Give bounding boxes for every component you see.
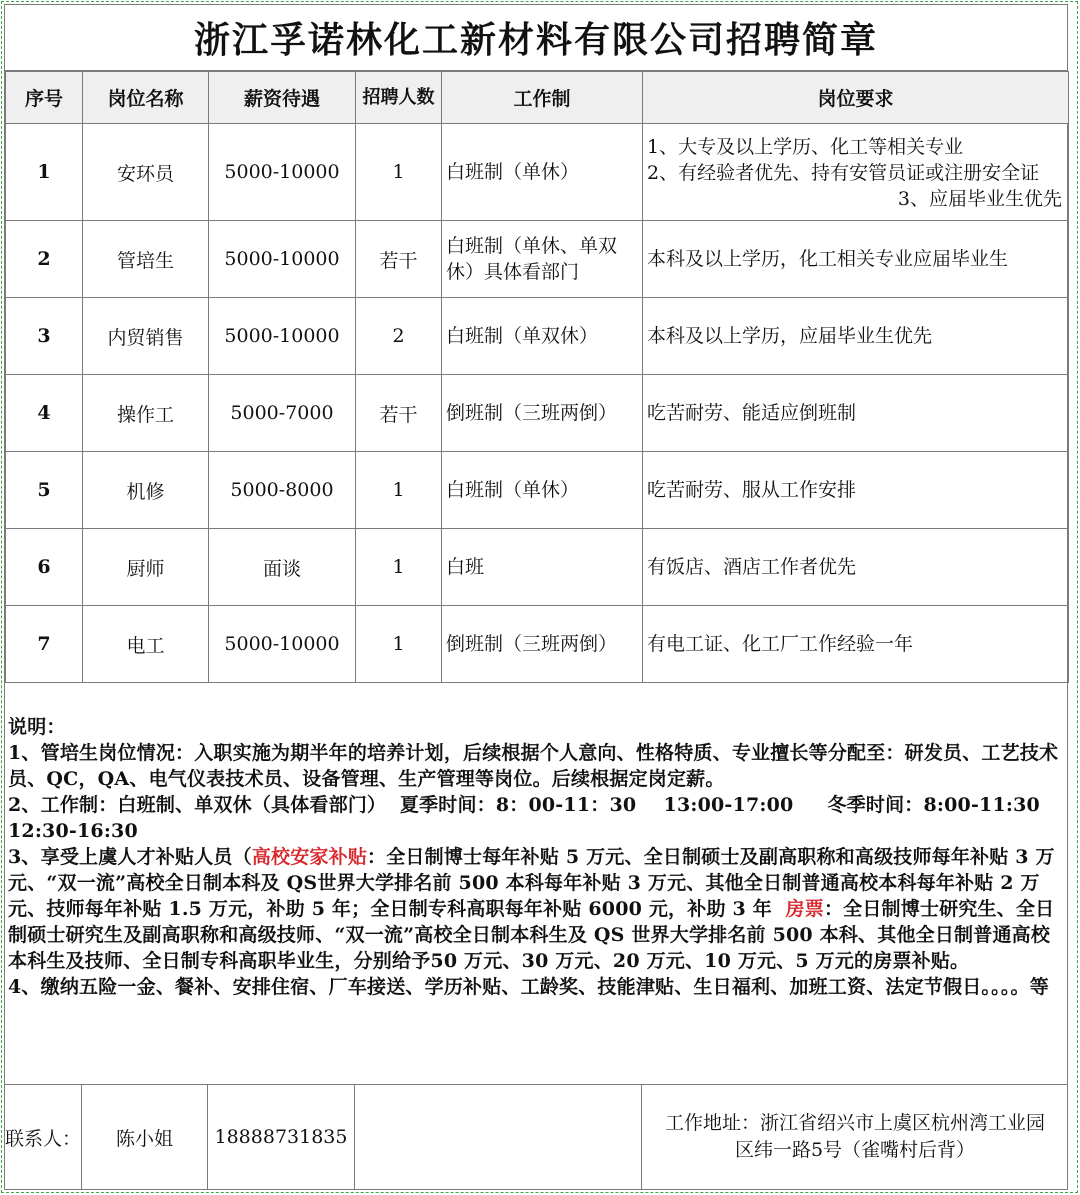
row-position: 厨师 bbox=[83, 529, 209, 606]
note-item-4: 4、缴纳五险一金、餐补、安排住宿、厂车接送、学历补贴、工龄奖、技能津贴、生日福利、加班工资、法定节假日。。。。等 bbox=[8, 976, 1049, 998]
work-address bbox=[642, 1085, 1068, 1189]
table-row bbox=[6, 606, 1069, 683]
contact-phone: 18888731835 bbox=[208, 1085, 355, 1189]
row-schedule: 倒班制（三班两倒） bbox=[442, 375, 643, 452]
row-position: 电工 bbox=[83, 606, 209, 683]
header-position: 岗位名称 bbox=[83, 72, 209, 124]
row-salary: 5000-10000 bbox=[209, 221, 356, 298]
table-row bbox=[6, 221, 1069, 298]
header-no: 序号 bbox=[6, 72, 83, 124]
address-line-2: 区纬一路5号（雀嘴村后背） bbox=[734, 1139, 976, 1161]
row-schedule: 白班制（单双休） bbox=[442, 298, 643, 375]
req-line-1: 1、大专及以上学历、化工等相关专业 bbox=[647, 136, 964, 158]
row-no: 2 bbox=[6, 221, 83, 298]
row-salary: 5000-10000 bbox=[209, 124, 356, 221]
row-no: 1 bbox=[6, 124, 83, 221]
row-salary: 5000-10000 bbox=[209, 606, 356, 683]
note-item-3 bbox=[8, 844, 1066, 974]
row-position: 管培生 bbox=[83, 221, 209, 298]
row-schedule: 倒班制（三班两倒） bbox=[442, 606, 643, 683]
note-highlight-housing-subsidy: 高校安家补贴 bbox=[251, 846, 368, 868]
row-count: 若干 bbox=[356, 375, 442, 452]
note-item-3-suffix: ：全日制博士研究生、全日制硕士研究生及副高职称和高级技师、“双一流”高校全日制本科生及 QS 世界大学排名前 500 本科、其他全日制普通高校本科生及技师、全日制专科高职毕业生，分别给予50 万元、30 万元、20 万元、10 万元、5 万元的房票补贴。 bbox=[8, 898, 1055, 972]
row-count: 2 bbox=[356, 298, 442, 375]
row-salary: 面谈 bbox=[209, 529, 356, 606]
row-no: 3 bbox=[6, 298, 83, 375]
row-requirements: 本科及以上学历，应届毕业生优先 bbox=[643, 298, 1069, 375]
row-count: 1 bbox=[356, 124, 442, 221]
row-no: 7 bbox=[6, 606, 83, 683]
header-schedule: 工作制 bbox=[442, 72, 643, 124]
row-schedule: 白班制（单休） bbox=[442, 124, 643, 221]
notes-section bbox=[8, 714, 1066, 1000]
row-salary: 5000-8000 bbox=[209, 452, 356, 529]
note-item-3-body: ：全日制博士每年补贴 5 万元、全日制硕士及副高职称和高级技师每年补贴 3 万元、“双一流”高校全日制本科及 QS世界大学排名前 500 本科每年补贴 3 万元、其他全日制普通高校本科每年补贴 2 万元、技师每年补贴 1.5 万元，补助 5 年；全日制专科高职每年补贴 6000 元，补助 3 年 bbox=[8, 846, 1055, 920]
table-header-row bbox=[6, 72, 1069, 124]
row-requirements: 吃苦耐劳、能适应倒班制 bbox=[643, 375, 1069, 452]
row-requirements: 有电工证、化工厂工作经验一年 bbox=[643, 606, 1069, 683]
row-no: 6 bbox=[6, 529, 83, 606]
header-requirements: 岗位要求 bbox=[643, 72, 1069, 124]
page-title: 浙江孚诺林化工新材料有限公司招聘简章 bbox=[5, 5, 1067, 71]
row-position: 安环员 bbox=[83, 124, 209, 221]
row-position: 操作工 bbox=[83, 375, 209, 452]
row-count: 1 bbox=[356, 529, 442, 606]
address-line-1: 工作地址：浙江省绍兴市上虞区杭州湾工业园 bbox=[664, 1112, 1045, 1134]
row-count: 1 bbox=[356, 606, 442, 683]
contact-label: 联系人： bbox=[5, 1085, 82, 1189]
table-row bbox=[6, 298, 1069, 375]
table-row bbox=[6, 375, 1069, 452]
row-salary: 5000-7000 bbox=[209, 375, 356, 452]
row-schedule: 白班 bbox=[442, 529, 643, 606]
row-requirements bbox=[643, 124, 1069, 221]
note-item-1: 1、管培生岗位情况：入职实施为期半年的培养计划，后续根据个人意向、性格特质、专业擅长等分配至：研发员、工艺技术员、QC，QA、电气仪表技术员、设备管理、生产管理等岗位。后续根据定岗定薪。 bbox=[8, 742, 1059, 790]
row-schedule: 白班制（单休） bbox=[442, 452, 643, 529]
table-row bbox=[6, 529, 1069, 606]
header-count: 招聘人数 bbox=[356, 72, 442, 124]
row-no: 5 bbox=[6, 452, 83, 529]
row-requirements: 有饭店、酒店工作者优先 bbox=[643, 529, 1069, 606]
req-line-2: 2、有经验者优先、持有安管员证或注册安全证 bbox=[647, 162, 1040, 184]
table-row bbox=[6, 452, 1069, 529]
contact-name: 陈小姐 bbox=[82, 1085, 208, 1189]
note-item-2: 2、工作制：白班制、单双休（具体看部门） 夏季时间：8：00-11：30 13:00-17:00 冬季时间：8:00-11:30 12:30-16:30 bbox=[8, 794, 1068, 842]
note-highlight-housing-voucher: 房票 bbox=[785, 898, 824, 920]
notes-heading: 说明： bbox=[8, 716, 66, 738]
row-count: 若干 bbox=[356, 221, 442, 298]
row-position: 机修 bbox=[83, 452, 209, 529]
header-salary: 薪资待遇 bbox=[209, 72, 356, 124]
req-line-3: 3、应届毕业生优先 bbox=[897, 188, 1062, 210]
row-salary: 5000-10000 bbox=[209, 298, 356, 375]
row-position: 内贸销售 bbox=[83, 298, 209, 375]
note-item-3-prefix: 3、享受上虞人才补贴人员（ bbox=[8, 846, 252, 868]
table-row bbox=[6, 124, 1069, 221]
contact-row bbox=[5, 1084, 1068, 1189]
row-schedule: 白班制（单休、单双休）具体看部门 bbox=[442, 221, 643, 298]
jobs-table bbox=[5, 71, 1069, 683]
row-count: 1 bbox=[356, 452, 442, 529]
row-requirements: 吃苦耐劳、服从工作安排 bbox=[643, 452, 1069, 529]
row-requirements: 本科及以上学历，化工相关专业应届毕业生 bbox=[643, 221, 1069, 298]
row-no: 4 bbox=[6, 375, 83, 452]
contact-empty-cell bbox=[355, 1085, 642, 1189]
